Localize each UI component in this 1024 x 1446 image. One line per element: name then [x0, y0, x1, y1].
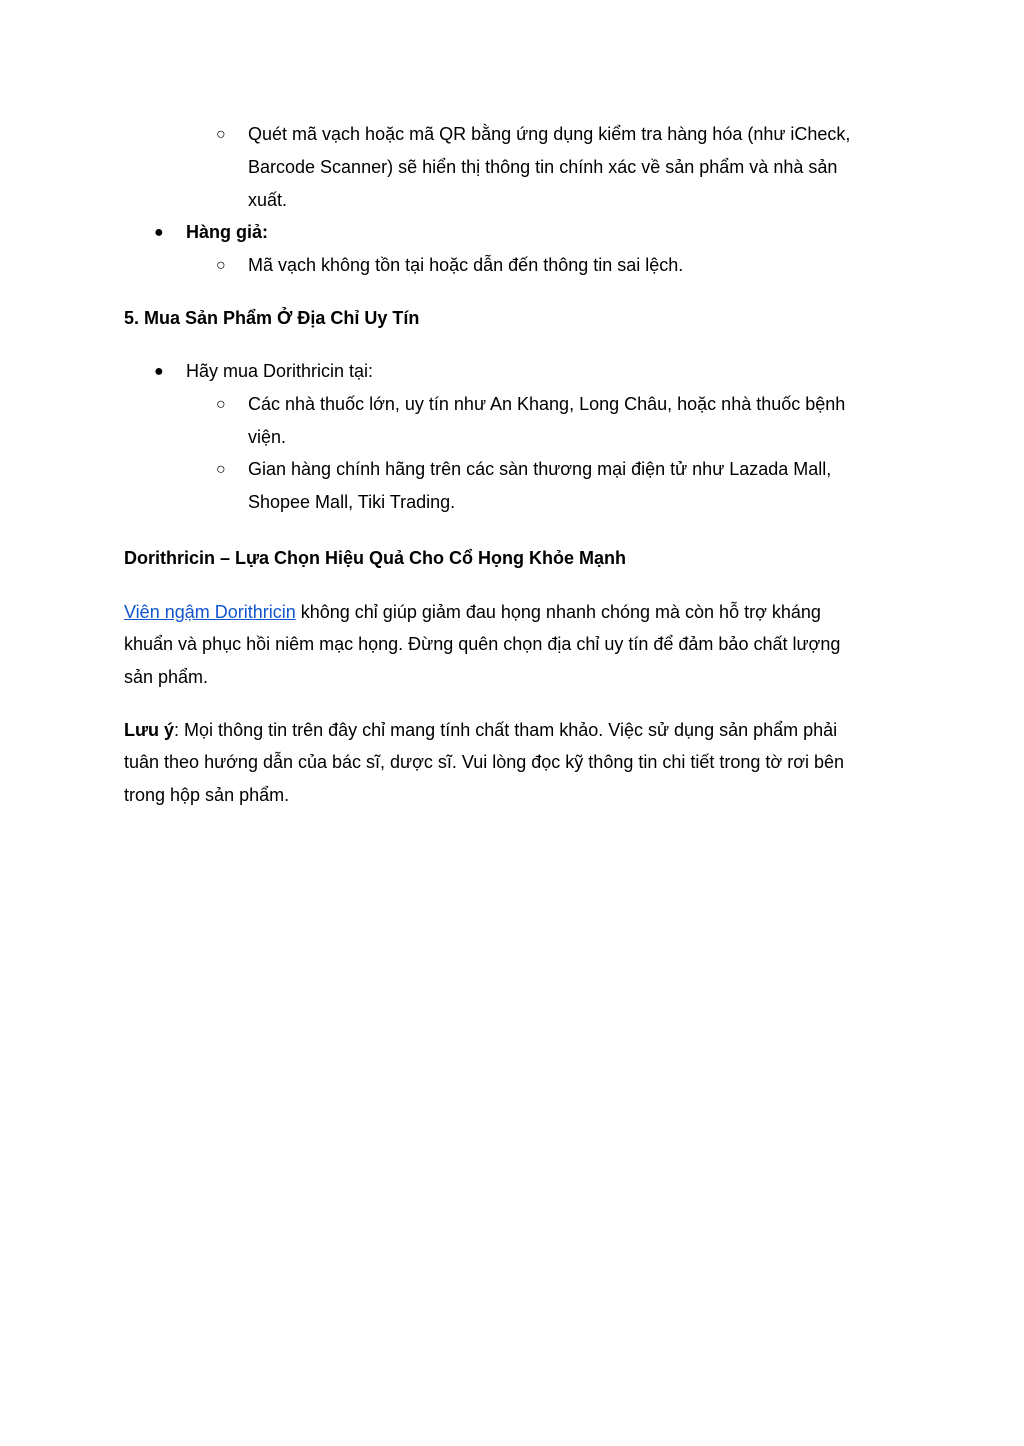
- sub-bullet: ○: [216, 461, 226, 478]
- ecommerce-item-line-2: Shopee Mall, Tiki Trading.: [248, 492, 456, 512]
- sub-bullet: ○: [216, 396, 226, 413]
- check-item-line-2: Barcode Scanner) sẽ hiển thị thông tin chính xác về sản phẩm và nhà sản: [248, 157, 838, 177]
- fake-goods-detail: Mã vạch không tồn tại hoặc dẫn đến thông tin sai lệch.: [248, 255, 684, 275]
- conclusion-line-2: khuẩn và phục hồi niêm mạc họng. Đừng quên chọn địa chỉ uy tín để đảm bảo chất lượng: [124, 634, 841, 654]
- conclusion-line-3: sản phẩm.: [124, 667, 209, 687]
- conclusion-heading: Dorithricin – Lựa Chọn Hiệu Quả Cho Cổ Họng Khỏe Mạnh: [124, 548, 627, 568]
- conclusion-line-1: [124, 596, 821, 629]
- ecommerce-item-line-1: Gian hàng chính hãng trên các sàn thương mại điện tử như Lazada Mall,: [248, 459, 832, 479]
- section-5-heading: 5. Mua Sản Phẩm Ở Địa Chỉ Uy Tín: [124, 308, 420, 328]
- main-bullet: ●: [154, 363, 164, 380]
- product-link[interactable]: Viên ngậm Dorithricin: [124, 602, 296, 622]
- check-item-line-1: Quét mã vạch hoặc mã QR bằng ứng dụng kiểm tra hàng hóa (như iCheck,: [248, 124, 851, 144]
- note-line-3: trong hộp sản phẩm.: [124, 785, 290, 805]
- note-line-1-text: : Mọi thông tin trên đây chỉ mang tính chất tham khảo. Việc sử dụng sản phẩm phải: [174, 720, 838, 740]
- pharmacy-item-line-1: Các nhà thuốc lớn, uy tín như An Khang, Long Châu, hoặc nhà thuốc bệnh: [248, 394, 846, 414]
- main-bullet: ●: [154, 224, 164, 241]
- fake-goods-label: Hàng giả:: [186, 222, 269, 242]
- conclusion-line-1-text: không chỉ giúp giảm đau họng nhanh chóng mà còn hỗ trợ kháng: [295, 602, 821, 622]
- sub-bullet: ○: [216, 257, 226, 274]
- note-line-1: [124, 714, 837, 747]
- note-line-2: tuân theo hướng dẫn của bác sĩ, dược sĩ. Vui lòng đọc kỹ thông tin chi tiết trong tờ rơi bên: [124, 752, 845, 772]
- sub-bullet: ○: [216, 126, 226, 143]
- where-to-buy-intro: Hãy mua Dorithricin tại:: [186, 361, 374, 381]
- note-label: Lưu ý: [124, 720, 175, 740]
- pharmacy-item-line-2: viện.: [248, 427, 287, 447]
- check-item-line-3: xuất.: [248, 190, 288, 210]
